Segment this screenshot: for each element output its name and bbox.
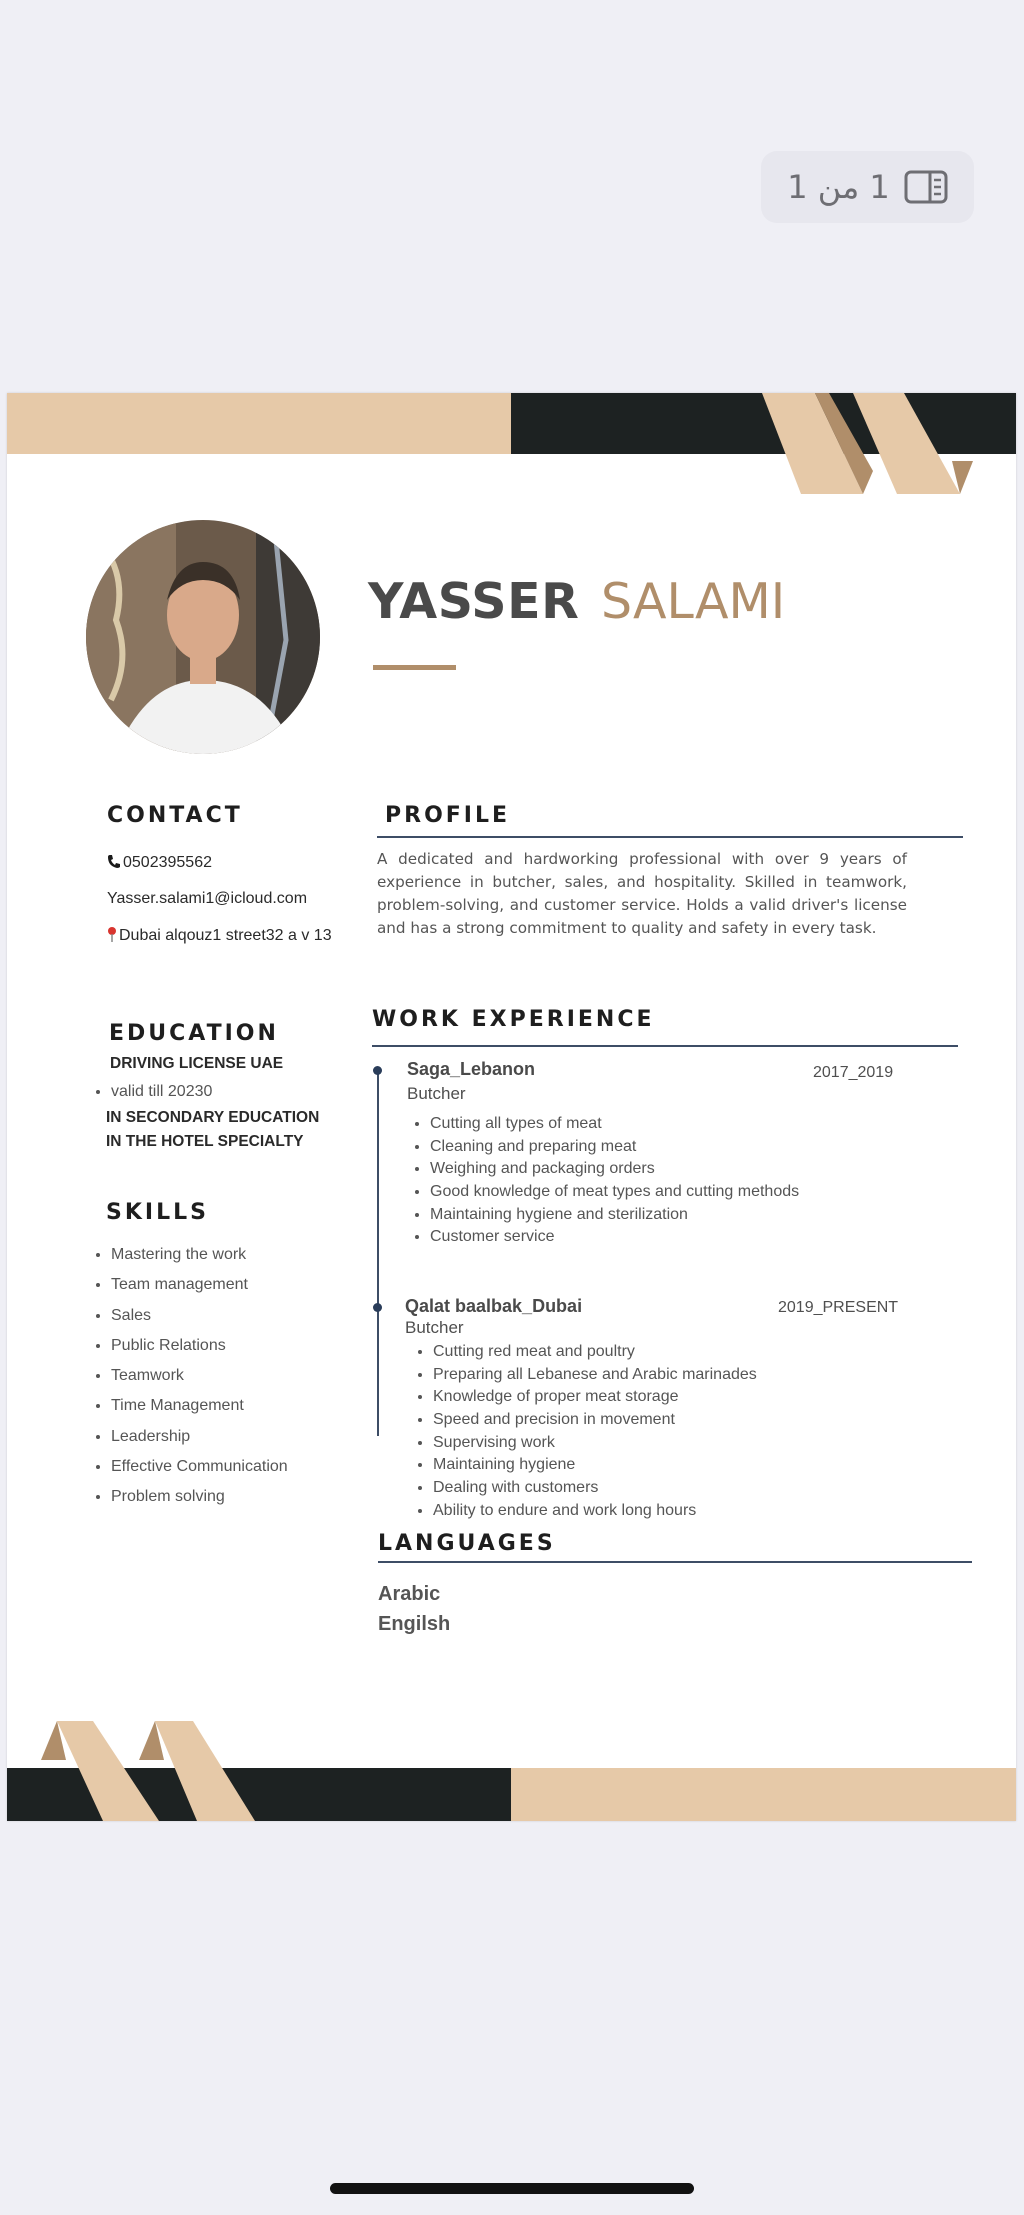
duty-item: • Cutting red meat and poultry [433,1341,757,1364]
skill-item: • Effective Communication [111,1452,288,1482]
duty-item: • Maintaining hygiene [433,1454,757,1477]
contact-heading: CONTACT [107,803,243,828]
language-item: Engilsh [378,1613,451,1635]
duty-item: • Ability to endure and work long hours [433,1500,757,1523]
job-company: Qalat baalbak_Dubai [405,1296,583,1316]
duty-item: • Knowledge of proper meat storage [433,1386,757,1409]
duty-item: • Preparing all Lebanese and Arabic marinades [433,1364,757,1387]
skills-list [89,1240,288,1513]
skill-item: • Mastering the work [111,1240,288,1270]
duty-item: • Supervising work [433,1432,757,1455]
skill-item: • Time Management [111,1391,288,1421]
contact-email[interactable]: Yasser.salami1@icloud.com [107,890,308,907]
skill-item: • Problem solving [111,1482,288,1512]
page-indicator-label: 1 من 1 [787,168,890,206]
duty-item: • Cleaning and preparing meat [430,1136,799,1159]
education-heading: EDUCATION [109,1021,279,1046]
timeline-dot [373,1303,382,1312]
home-indicator[interactable] [330,2183,694,2194]
phone-number: 0502395562 [123,854,212,871]
timeline-dot [373,1066,382,1075]
last-name: SALAMI [601,573,786,630]
phone-icon [107,854,121,869]
duty-item: • Cutting all types of meat [430,1113,799,1136]
job-role: Butcher [405,1318,464,1337]
sidebar-icon [904,170,948,204]
duty-item: • Customer service [430,1226,799,1249]
skill-item: • Leadership [111,1422,288,1452]
duty-item: • Good knowledge of meat types and cutting methods [430,1181,799,1204]
job-duties [408,1113,799,1249]
job-dates: 2017_2019 [813,1064,894,1081]
top-decorative-band [7,393,1016,495]
profile-summary: A dedicated and hardworking professional with over 9 years of experience in butcher, sales, and hospitality. Skilled in teamwork, problem-solving, and customer service. Holds a valid driver's license and has a strong commitment to quality and safety in every task. [377,850,907,937]
skills-heading: SKILLS [106,1200,209,1225]
languages-rule [378,1561,972,1563]
page-indicator[interactable] [761,151,974,223]
location-pin-icon [107,926,117,942]
skill-item: • Team management [111,1270,288,1300]
profile-rule [377,836,963,838]
skill-item: • Sales [111,1301,288,1331]
first-name: YASSER [368,573,580,630]
job-role: Butcher [407,1084,466,1103]
work-experience-heading: WORK EXPERIENCE [372,1007,655,1032]
duty-item: • Weighing and packaging orders [430,1158,799,1181]
driving-license: DRIVING LICENSE UAE [110,1055,284,1072]
languages-heading: LANGUAGES [378,1531,556,1556]
profile-photo [86,520,320,754]
contact-address [107,926,332,945]
experience-timeline [377,1068,379,1436]
profile-heading: PROFILE [385,803,511,828]
resume-page [7,393,1016,1821]
skill-item: • Teamwork [111,1361,288,1391]
duty-item: • Dealing with customers [433,1477,757,1500]
work-experience-rule [372,1045,958,1047]
address-text: Dubai alqouz1 street32 a v 13 [119,927,332,944]
secondary-education-line2: IN THE HOTEL SPECIALTY [106,1133,304,1150]
secondary-education-line1: IN SECONDARY EDUCATION [106,1109,320,1126]
name-underline [373,665,456,670]
contact-phone[interactable] [107,854,212,872]
license-details [89,1081,212,1103]
skill-item: • Public Relations [111,1331,288,1361]
list-item: • valid till 20230 [111,1081,212,1103]
language-item: Arabic [378,1583,441,1605]
duty-item: • Maintaining hygiene and sterilization [430,1204,799,1227]
job-duties [411,1341,757,1523]
duty-item: • Speed and precision in movement [433,1409,757,1432]
bottom-decorative-band [7,1721,1016,1821]
job-company: Saga_Lebanon [407,1059,536,1079]
job-dates: 2019_PRESENT [778,1299,899,1316]
